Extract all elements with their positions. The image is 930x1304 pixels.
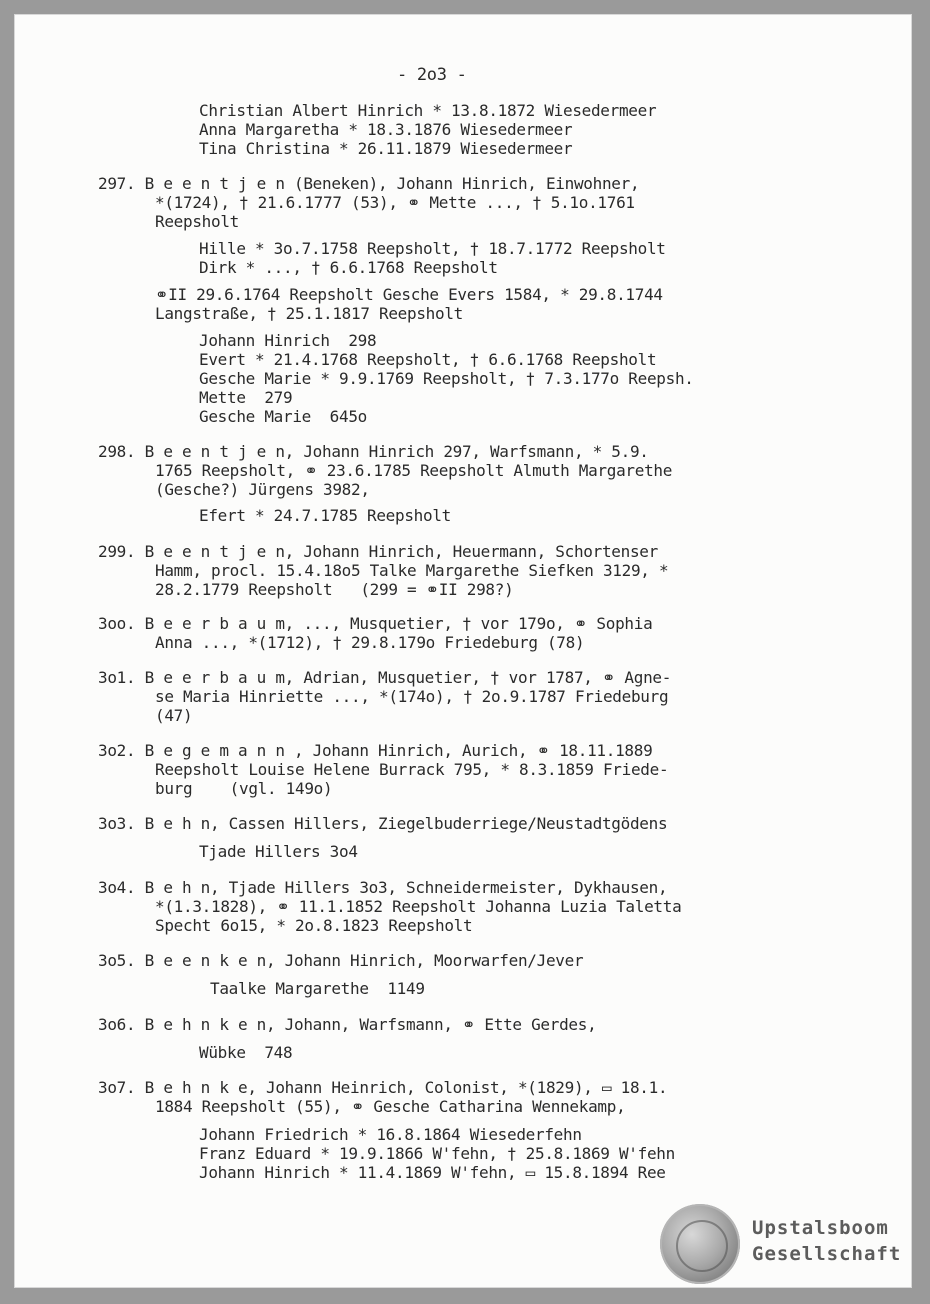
entry-304-header: 3o4. B e h n, Tjade Hillers 3o3, Schneidermeister, Dykhausen, xyxy=(98,878,668,897)
text-line: 1765 Reepsholt, ⚭ 23.6.1785 Reepsholt Almuth Margarethe xyxy=(155,461,673,480)
text-line: Wübke 748 xyxy=(199,1043,293,1062)
text-line: burg (vgl. 149o) xyxy=(155,779,333,798)
text-line: Reepsholt Louise Helene Burrack 795, * 8.3.1859 Friede- xyxy=(155,760,669,779)
society-seal-icon xyxy=(660,1204,740,1284)
logo-line-2: Gesellschaft xyxy=(752,1243,902,1265)
document-page xyxy=(14,14,912,1288)
text-line: Gesche Marie 645o xyxy=(199,407,367,426)
entry-297-header: 297. B e e n t j e n (Beneken), Johann Hinrich, Einwohner, xyxy=(98,174,640,193)
text-line: Hille * 3o.7.1758 Reepsholt, † 18.7.1772 Reepsholt xyxy=(199,239,666,258)
text-line: Franz Eduard * 19.9.1866 W'fehn, † 25.8.1869 W'fehn xyxy=(199,1144,675,1163)
entry-298-header: 298. B e e n t j e n, Johann Hinrich 297, Warfsmann, * 5.9. xyxy=(98,442,649,461)
text-line: Gesche Marie * 9.9.1769 Reepsholt, † 7.3.177o Reepsh. xyxy=(199,369,694,388)
text-line: Anna Margaretha * 18.3.1876 Wiesedermeer xyxy=(199,120,573,139)
entry-300-header: 3oo. B e e r b a u m, ..., Musquetier, † vor 179o, ⚭ Sophia xyxy=(98,614,653,633)
text-line: Dirk * ..., † 6.6.1768 Reepsholt xyxy=(199,258,498,277)
text-line: Tjade Hillers 3o4 xyxy=(199,842,358,861)
logo-line-1: Upstalsboom xyxy=(752,1217,889,1239)
entry-307-header: 3o7. B e h n k e, Johann Heinrich, Colonist, *(1829), ▭ 18.1. xyxy=(98,1078,668,1097)
entry-302-header: 3o2. B e g e m a n n , Johann Hinrich, Aurich, ⚭ 18.11.1889 xyxy=(98,741,653,760)
text-line: *(1.3.1828), ⚭ 11.1.1852 Reepsholt Johanna Luzia Taletta xyxy=(155,897,682,916)
text-line: 1884 Reepsholt (55), ⚭ Gesche Catharina Wennekamp, xyxy=(155,1097,626,1116)
text-line: Efert * 24.7.1785 Reepsholt xyxy=(199,506,451,525)
text-line: Reepsholt xyxy=(155,212,239,231)
entry-303-header: 3o3. B e h n, Cassen Hillers, Ziegelbuderriege/Neustadtgödens xyxy=(98,814,668,833)
entry-306-header: 3o6. B e h n k e n, Johann, Warfsmann, ⚭ Ette Gerdes, xyxy=(98,1015,597,1034)
text-line: Specht 6o15, * 2o.8.1823 Reepsholt xyxy=(155,916,473,935)
entry-299-header: 299. B e e n t j e n, Johann Hinrich, Heuermann, Schortenser xyxy=(98,542,658,561)
text-line: 28.2.1779 Reepsholt (299 = ⚭II 298?) xyxy=(155,580,514,599)
text-line: Langstraße, † 25.1.1817 Reepsholt xyxy=(155,304,463,323)
text-line: Johann Friedrich * 16.8.1864 Wiesederfehn xyxy=(199,1125,582,1144)
text-line: Mette 279 xyxy=(199,388,293,407)
text-line: Anna ..., *(1712), † 29.8.179o Friedeburg (78) xyxy=(155,633,585,652)
text-line: (Gesche?) Jürgens 3982, xyxy=(155,480,370,499)
text-line: se Maria Hinriette ..., *(174o), † 2o.9.1787 Friedeburg xyxy=(155,687,669,706)
text-line: Taalke Margarethe 1149 xyxy=(210,979,425,998)
entry-305-header: 3o5. B e e n k e n, Johann Hinrich, Moorwarfen/Jever xyxy=(98,951,584,970)
entry-301-header: 3o1. B e e r b a u m, Adrian, Musquetier, † vor 1787, ⚭ Agne- xyxy=(98,668,672,687)
page-number: - 2o3 - xyxy=(397,65,467,85)
text-line: *(1724), † 21.6.1777 (53), ⚭ Mette ..., † 5.1o.1761 xyxy=(155,193,635,212)
text-line: Johann Hinrich * 11.4.1869 W'fehn, ▭ 15.8.1894 Ree xyxy=(199,1163,666,1182)
text-line: (47) xyxy=(155,706,193,725)
text-line: Christian Albert Hinrich * 13.8.1872 Wiesedermeer xyxy=(199,101,657,120)
text-line: ⚭II 29.6.1764 Reepsholt Gesche Evers 1584, * 29.8.1744 xyxy=(155,285,663,304)
text-line: Evert * 21.4.1768 Reepsholt, † 6.6.1768 Reepsholt xyxy=(199,350,657,369)
text-line: Hamm, procl. 15.4.18o5 Talke Margarethe Siefken 3129, * xyxy=(155,561,669,580)
text-line: Johann Hinrich 298 xyxy=(199,331,377,350)
text-line: Tina Christina * 26.11.1879 Wiesedermeer xyxy=(199,139,573,158)
